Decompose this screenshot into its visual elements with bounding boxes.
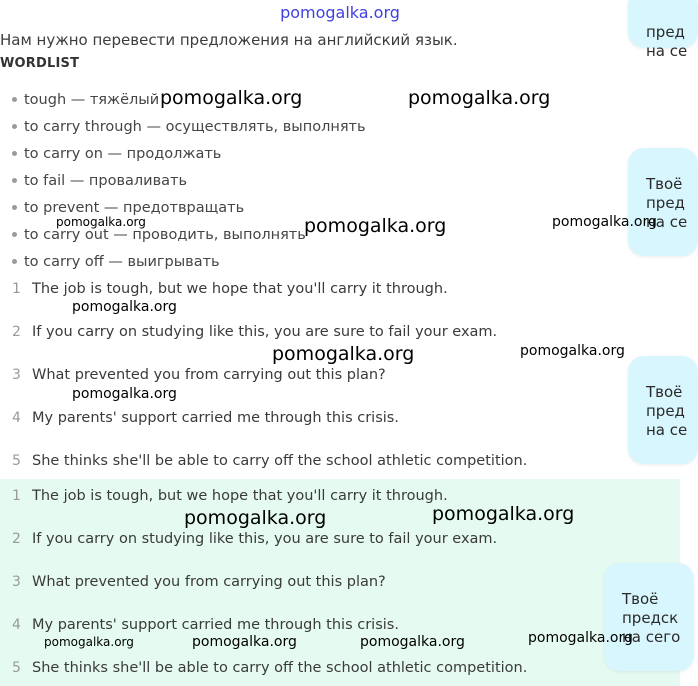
- watermark: pomogalka.org: [408, 87, 551, 109]
- site-title: pomogalka.org: [280, 3, 400, 22]
- wordlist-item: tough — тяжёлый: [12, 92, 159, 108]
- bullet-icon: [12, 97, 17, 102]
- watermark: pomogalka.org: [360, 634, 465, 650]
- watermark: pomogalka.org: [192, 634, 297, 650]
- watermark: pomogalka.org: [160, 87, 303, 109]
- bullet-icon: [12, 124, 17, 129]
- watermark: pomogalka.org: [528, 630, 633, 646]
- watermark: pomogalka.org: [272, 343, 415, 365]
- prediction-bubble[interactable]: пред на се: [628, 0, 698, 48]
- sentence-row: 3 What prevented you from carrying out this plan?: [12, 367, 386, 383]
- sentence-row: 2 If you carry on studying like this, you are sure to fail your exam.: [12, 324, 498, 340]
- prediction-bubble[interactable]: Твоё пред на се: [628, 148, 698, 256]
- wordlist-item: to carry on — продолжать: [12, 146, 221, 162]
- watermark: pomogalka.org: [56, 215, 146, 229]
- wordlist-item: to carry through — осуществлять, выполнять: [12, 119, 366, 135]
- watermark: pomogalka.org: [520, 343, 625, 359]
- watermark: pomogalka.org: [304, 215, 447, 237]
- wordlist-item: to carry out — проводить, выполнять: [12, 227, 306, 243]
- bullet-icon: [12, 259, 17, 264]
- answer-row: 2 If you carry on studying like this, you are sure to fail your exam.: [12, 531, 498, 547]
- wordlist-item: to prevent — предотвращать: [12, 200, 244, 216]
- sentence-row: 1 The job is tough, but we hope that you'll carry it through.: [12, 281, 448, 297]
- watermark: pomogalka.org: [72, 386, 177, 402]
- answer-row: 5 She thinks she'll be able to carry off the school athletic competition.: [12, 660, 528, 676]
- watermark: pomogalka.org: [44, 635, 134, 649]
- watermark: pomogalka.org: [552, 214, 657, 230]
- watermark: pomogalka.org: [184, 507, 327, 529]
- watermark: pomogalka.org: [432, 503, 575, 525]
- bullet-icon: [12, 205, 17, 210]
- watermark: pomogalka.org: [72, 299, 177, 315]
- wordlist-item: to carry off — выигрывать: [12, 254, 220, 270]
- sentence-row: 5 She thinks she'll be able to carry off the school athletic competition.: [12, 453, 528, 469]
- bullet-icon: [12, 151, 17, 156]
- prediction-bubble[interactable]: Твоё предск на сего: [604, 563, 694, 671]
- answer-row: 1 The job is tough, but we hope that you'll carry it through.: [12, 488, 448, 504]
- answer-row: 4 My parents' support carried me through this crisis.: [12, 617, 399, 633]
- intro-text: Нам нужно перевести предложения на английский язык.: [0, 31, 458, 49]
- prediction-bubble[interactable]: Твоё пред на се: [628, 356, 698, 464]
- wordlist-heading: WORDLIST: [0, 56, 80, 71]
- sentence-row: 4 My parents' support carried me through this crisis.: [12, 410, 399, 426]
- bullet-icon: [12, 178, 17, 183]
- wordlist-item: to fail — проваливать: [12, 173, 187, 189]
- bullet-icon: [12, 232, 17, 237]
- answer-row: 3 What prevented you from carrying out this plan?: [12, 574, 386, 590]
